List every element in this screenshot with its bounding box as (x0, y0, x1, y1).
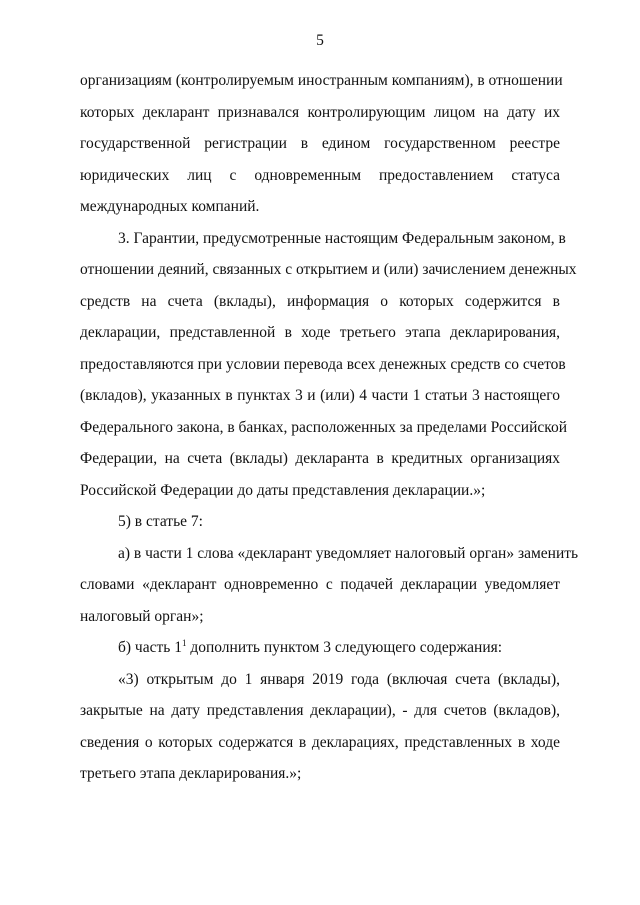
text-line: международных компаний. (80, 198, 260, 215)
paragraph-6 (80, 664, 560, 790)
text-line: средств на счета (вклады), информация о которых содержится в (80, 292, 560, 310)
paragraph-4 (80, 538, 579, 633)
paragraph-3 (80, 506, 560, 538)
paragraph-1 (80, 65, 563, 223)
text-line: сведения о которых содержатся в декларациях, представленных в ходе (80, 733, 560, 751)
text-line: Федерации, на счета (вклады) декларанта в кредитных организациях (80, 450, 560, 467)
text-line: юридических лиц с одновременным предоставлением статуса (80, 166, 560, 184)
text-line: закрытые на дату представления декларации), - для счетов (вкладов), (80, 702, 560, 719)
text-line: которых декларант признавался контролирующим лицом на дату их (80, 103, 560, 121)
text-line (80, 632, 560, 664)
text-line: третьего этапа декларирования.»; (80, 765, 302, 782)
text-line: «3) открытым до 1 января 2019 года (включая счета (вклады), (118, 670, 560, 688)
text-line: (вкладов), указанных в пунктах 3 и (или) 4 части 1 статьи 3 настоящего (80, 387, 560, 404)
paragraph-5 (80, 632, 560, 664)
text-line: предоставляются при условии перевода всех денежных средств со счетов (80, 355, 566, 373)
text-line: Федерального закона, в банках, расположенных за пределами Российской (80, 418, 568, 436)
text-line: словами «декларант одновременно с подачей декларации уведомляет (80, 576, 560, 593)
text-line: 3. Гарантии, предусмотренные настоящим Федеральным законом, в (118, 229, 566, 247)
text-line: государственной регистрации в едином государственном реестре (80, 135, 560, 152)
text-line: декларации, представленной в ходе третьего этапа декларирования, (80, 324, 560, 341)
text-line: организациям (контролируемым иностранным компаниям), в отношении (80, 72, 563, 89)
text-fragment: б) часть 1 (118, 639, 182, 656)
page-number: 5 (316, 32, 324, 49)
text-fragment: дополнить пунктом 3 следующего содержания: (186, 639, 503, 656)
text-line: налоговый орган»; (80, 607, 204, 625)
text-line: а) в части 1 слова «декларант уведомляет налоговый орган» заменить (118, 544, 579, 562)
text-line: Российской Федерации до даты представления декларации.»; (80, 481, 486, 499)
paragraph-2 (80, 223, 577, 507)
document-body (80, 65, 579, 790)
superscript: 1 (181, 638, 187, 648)
text-line: 5) в статье 7: (118, 513, 203, 530)
text-line: отношении деяний, связанных с открытием и (или) зачислением денежных (80, 261, 577, 278)
